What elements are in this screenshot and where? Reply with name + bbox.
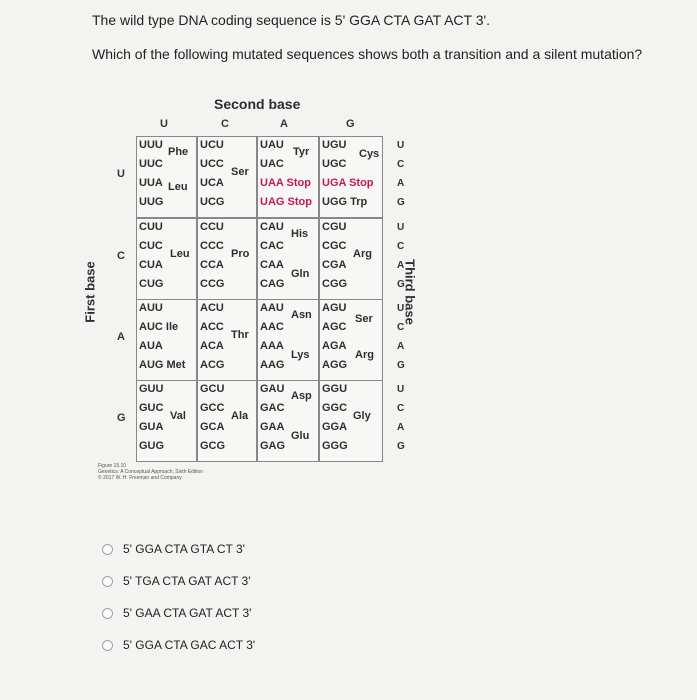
amino-acid-label: Ser <box>355 313 373 325</box>
third-base-letter: G <box>397 279 405 290</box>
radio-button[interactable] <box>102 608 113 619</box>
codon: GCC <box>200 402 225 414</box>
first-base-title: First base <box>82 261 98 323</box>
third-base-title: Third base <box>402 259 418 325</box>
second-base-letter: C <box>221 118 229 130</box>
codon: ACA <box>200 340 224 352</box>
third-base-letter: U <box>397 222 405 233</box>
codon: GCA <box>200 421 225 433</box>
codon: GUA <box>139 421 164 433</box>
third-base-letter: C <box>397 159 405 170</box>
first-base-letter: G <box>117 412 126 424</box>
codon: UAU <box>260 139 284 151</box>
codon: ACG <box>200 359 225 371</box>
codon: GCG <box>200 440 226 452</box>
amino-acid-label: Cys <box>359 148 380 160</box>
option-1-label: 5' GGA CTA GTA CT 3' <box>123 542 245 556</box>
codon: CAG <box>260 278 285 290</box>
codon: AGA <box>322 340 347 352</box>
option-4[interactable] <box>102 638 255 652</box>
third-base-letter: U <box>397 384 405 395</box>
codon: CUG <box>139 278 164 290</box>
codon: AUU <box>139 302 163 314</box>
amino-acid-label: Asn <box>291 309 312 321</box>
third-base-letter: G <box>397 197 405 208</box>
codon: UUA <box>139 177 163 189</box>
amino-acid-label: Val <box>170 410 186 422</box>
genetic-code-table <box>84 92 424 472</box>
codon: GCU <box>200 383 225 395</box>
codon: AUG Met <box>139 359 186 371</box>
third-base-letter: C <box>397 403 405 414</box>
figure-caption <box>98 463 203 481</box>
question-line-1: The wild type DNA coding sequence is 5' GGA CTA GAT ACT 3'. <box>92 12 491 28</box>
third-base-letter: A <box>397 341 405 352</box>
codon: CAA <box>260 259 284 271</box>
codon: CGC <box>322 240 347 252</box>
codon: UGG Trp <box>322 196 368 208</box>
codon: GUC <box>139 402 164 414</box>
amino-acid-label: Leu <box>170 248 190 260</box>
codon: UGC <box>322 158 347 170</box>
codon: UAA Stop <box>260 177 311 189</box>
codon: AAA <box>260 340 284 352</box>
option-2[interactable] <box>102 574 251 588</box>
third-base-letter: U <box>397 303 405 314</box>
amino-acid-label: Glu <box>291 430 310 442</box>
codon: AAG <box>260 359 285 371</box>
third-base-letter: C <box>397 322 405 333</box>
amino-acid-label: Lys <box>291 349 310 361</box>
figure-caption-line: © 2017 W. H. Freeman and Company <box>98 475 182 481</box>
second-base-letter: A <box>280 118 288 130</box>
codon: GAC <box>260 402 285 414</box>
amino-acid-label: Tyr <box>293 146 310 158</box>
amino-acid-label: Arg <box>353 248 372 260</box>
third-base-letter: A <box>397 178 405 189</box>
question-line-2: Which of the following mutated sequences shows both a transition and a silent mutation? <box>92 46 643 62</box>
codon: ACC <box>200 321 224 333</box>
third-base-letter: A <box>397 260 405 271</box>
second-base-title: Second base <box>214 96 301 112</box>
radio-button[interactable] <box>102 544 113 555</box>
amino-acid-label: Phe <box>168 146 189 158</box>
codon: GGC <box>322 402 348 414</box>
codon: AAU <box>260 302 284 314</box>
first-base-letter: A <box>117 331 125 343</box>
codon: CGG <box>322 278 348 290</box>
amino-acid-label: Leu <box>168 181 188 193</box>
amino-acid-label: Ala <box>231 410 249 422</box>
codon: GGU <box>322 383 348 395</box>
codon: UUC <box>139 158 163 170</box>
codon: GAA <box>260 421 285 433</box>
codon: CUC <box>139 240 163 252</box>
codon: GAU <box>260 383 285 395</box>
option-3-label: 5' GAA CTA GAT ACT 3' <box>123 606 252 620</box>
codon: CAU <box>260 221 284 233</box>
codon: UCU <box>200 139 224 151</box>
figure-caption-line: Genetics: A Conceptual Approach, Sixth Edition <box>98 469 204 475</box>
codon: UUG <box>139 196 164 208</box>
third-base-letter: G <box>397 441 405 452</box>
figure-caption-line: Figure 15.10 <box>98 463 127 469</box>
second-base-letter: U <box>160 118 168 130</box>
amino-acid-label: Pro <box>231 248 250 260</box>
codon: UGU <box>322 139 347 151</box>
codon: UCA <box>200 177 224 189</box>
amino-acid-label: His <box>291 228 309 240</box>
option-2-label: 5' TGA CTA GAT ACT 3' <box>123 574 251 588</box>
codon: UUU <box>139 139 163 151</box>
first-base-letter: C <box>117 250 125 262</box>
radio-button[interactable] <box>102 576 113 587</box>
option-3[interactable] <box>102 606 251 620</box>
codon: UAG Stop <box>260 196 312 208</box>
codon: GGG <box>322 440 348 452</box>
codon: CCU <box>200 221 224 233</box>
first-base-letter: U <box>117 168 125 180</box>
codon: GGA <box>322 421 348 433</box>
codon: CAC <box>260 240 284 252</box>
codon: AUA <box>139 340 163 352</box>
codon: GUG <box>139 440 165 452</box>
third-base-letter: A <box>397 422 405 433</box>
codon: CCC <box>200 240 224 252</box>
codon: CUA <box>139 259 163 271</box>
amino-acid-label: Gln <box>291 268 310 280</box>
codon: AGU <box>322 302 347 314</box>
amino-acid-label: Thr <box>231 329 249 341</box>
codon: UAC <box>260 158 284 170</box>
amino-acid-label: Ser <box>231 166 249 178</box>
codon: UCG <box>200 196 225 208</box>
codon: CGU <box>322 221 347 233</box>
option-1[interactable] <box>102 542 245 556</box>
codon: UGA Stop <box>322 177 374 189</box>
codon: GUU <box>139 383 164 395</box>
codon: CGA <box>322 259 347 271</box>
amino-acid-label: Asp <box>291 390 312 402</box>
codon: GAG <box>260 440 286 452</box>
codon: AGC <box>322 321 347 333</box>
codon: CCA <box>200 259 224 271</box>
codon: ACU <box>200 302 224 314</box>
codon: AGG <box>322 359 348 371</box>
codon: UCC <box>200 158 224 170</box>
option-4-label: 5' GGA CTA GAC ACT 3' <box>123 638 256 652</box>
third-base-letter: C <box>397 241 405 252</box>
codon: AUC Ile <box>139 321 179 333</box>
third-base-letter: G <box>397 360 405 371</box>
amino-acid-label: Arg <box>355 349 374 361</box>
radio-button[interactable] <box>102 640 113 651</box>
second-base-letter: G <box>346 118 355 130</box>
amino-acid-label: Gly <box>353 410 371 422</box>
codon: CUU <box>139 221 163 233</box>
codon: AAC <box>260 321 284 333</box>
codon: CCG <box>200 278 225 290</box>
third-base-letter: U <box>397 140 405 151</box>
